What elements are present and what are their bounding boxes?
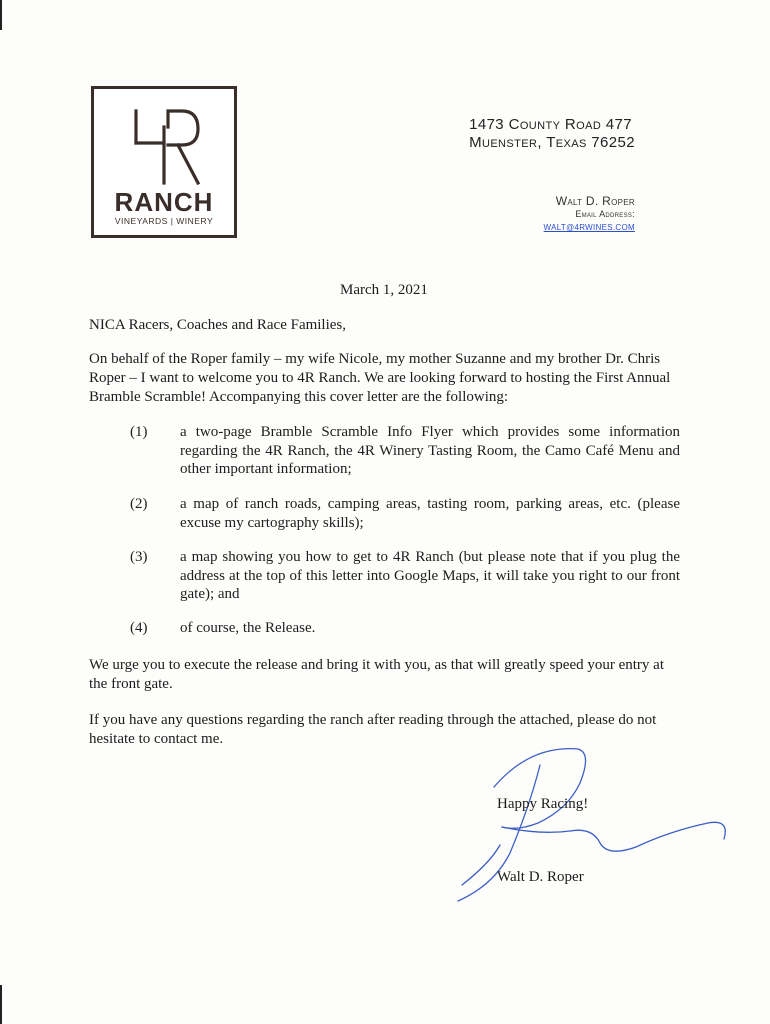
list-item-text: a two-page Bramble Scramble Info Flyer which provides some information regarding the 4R Ranch, the 4R Winery Tasting Room, the Camo Café Menu and other important information; (180, 424, 680, 477)
list-item-text: of course, the Release. (180, 620, 316, 636)
questions-paragraph: If you have any questions regarding the ranch after reading through the attached, please do not hesitate to contact me. (89, 712, 657, 747)
list-item-number: (2) (130, 496, 148, 512)
letterhead-address (469, 116, 635, 152)
signer-name: Walt D. Roper (497, 869, 584, 885)
list-item-number: (1) (130, 424, 148, 440)
contact-name: Walt D. Roper (555, 194, 635, 208)
logo-brand-name: RANCH (114, 187, 214, 217)
salutation: NICA Racers, Coaches and Race Families, (89, 317, 347, 333)
list-item-text: a map of ranch roads, camping areas, tasting room, parking areas, etc. (please excuse my cartography skills); (180, 496, 680, 531)
release-paragraph: We urge you to execute the release and bring it with you, as that will greatly speed your entry at the front gate. (89, 657, 665, 692)
letter-date: March 1, 2021 (340, 282, 428, 298)
address-line-1: 1473 County Road 477 (469, 116, 632, 133)
list-item-number: (3) (130, 549, 148, 565)
email-link[interactable]: WALT@4RWINES.COM (543, 223, 635, 232)
email-label: Email Address: (575, 209, 635, 219)
letterhead-contact (544, 195, 635, 234)
list-item-number: (4) (130, 620, 148, 636)
intro-paragraph: On behalf of the Roper family – my wife Nicole, my mother Suzanne and my brother Dr. Chris Roper – I want to welcome you to 4R Ranch. We are looking forward to hosting the First Annual Bramble Scramble! Accompanying this cover letter are the following: (89, 351, 671, 405)
scan-edge-mark (0, 0, 2, 30)
handwritten-signature (430, 735, 740, 905)
company-logo (91, 86, 237, 238)
list-item-text: a map showing you how to get to 4R Ranch (but please note that if you plug the address at the top of this letter into Google Maps, it will take you right to our front gate); and (180, 549, 680, 602)
scan-edge-mark (0, 985, 2, 1024)
logo-tagline: VINEYARDS | WINERY (114, 216, 214, 226)
4r-monogram-icon (128, 107, 204, 185)
closing-line: Happy Racing! (497, 796, 589, 812)
address-line-2: Muenster, Texas 76252 (469, 134, 635, 151)
